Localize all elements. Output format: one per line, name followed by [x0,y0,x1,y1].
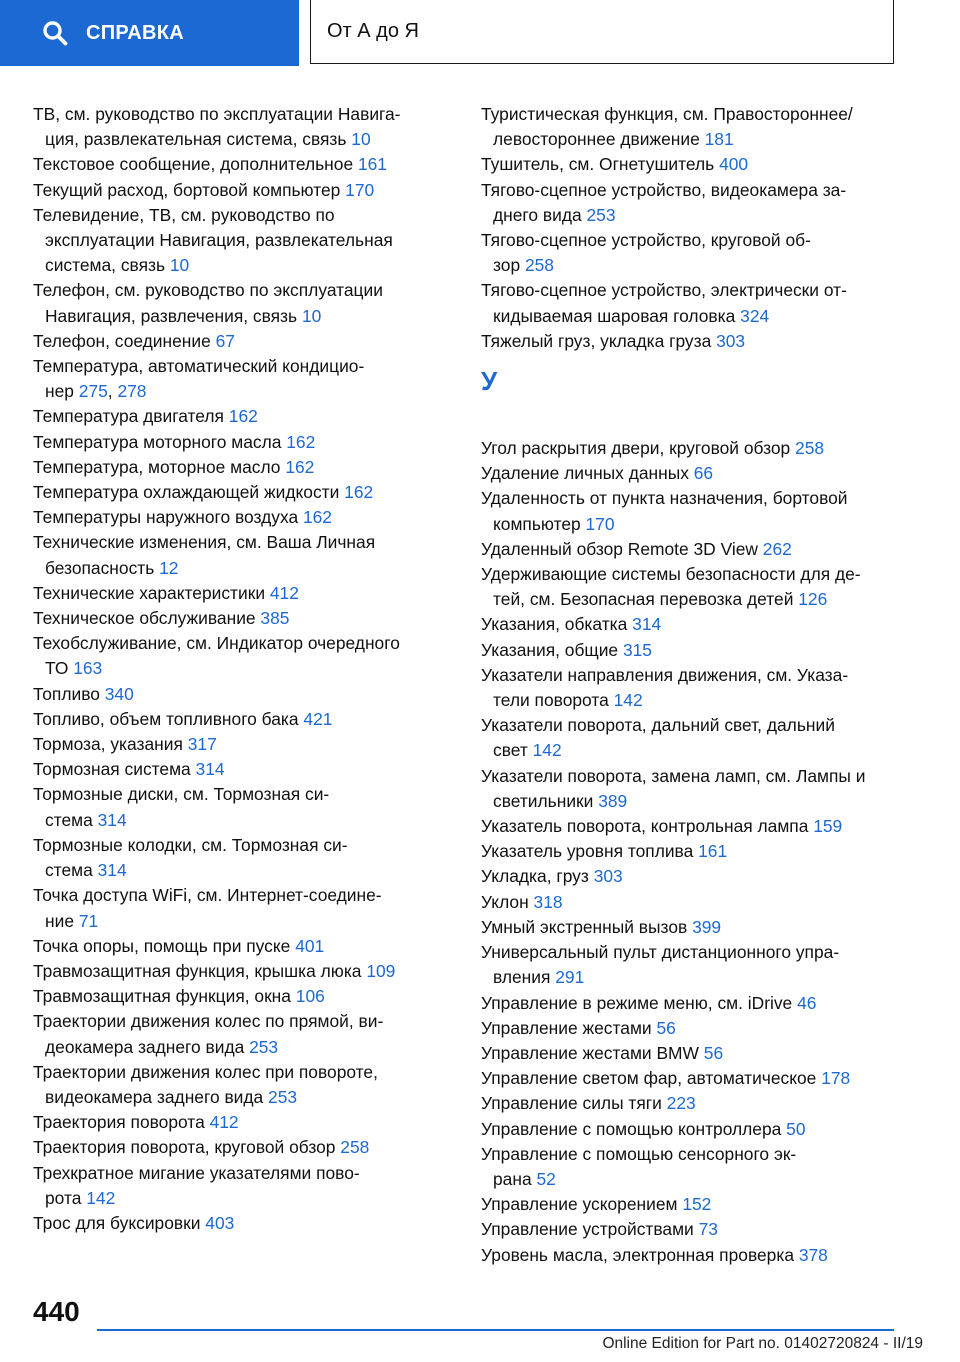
entry-text: Текстовое сообщение, дополнительное [33,154,358,175]
entry-text: Тормозные диски, см. Тормозная си- [33,784,330,805]
page-number: 440 [33,1296,80,1327]
page-link[interactable]: 399 [692,916,722,937]
entry-text: Универсальный пульт дистанционного упра- [481,942,840,963]
index-entry [481,1066,901,1091]
entry-text: Управление жестами BMW [481,1042,704,1063]
page-link[interactable]: 152 [682,1194,712,1215]
index-entry [33,581,441,606]
page-link[interactable]: 291 [555,967,585,988]
index-entry [33,959,441,984]
page-link[interactable]: 10 [169,255,190,276]
entry-text: Тушитель, см. Огнетушитель [481,154,720,175]
index-entry [33,455,441,480]
entry-text: нер [45,381,79,402]
index-entry [33,1135,441,1160]
index-entry [33,833,441,883]
page-link[interactable]: 142 [532,740,562,761]
entry-text: днего вида [493,204,587,225]
page-link[interactable]: 71 [78,910,99,931]
entry-text: Температуры наружного воздуха [33,507,303,528]
page-link[interactable]: 223 [666,1093,696,1114]
entry-text: Телевидение, ТВ, см. руководство по [33,204,335,225]
page-link[interactable]: 73 [698,1219,718,1240]
entry-text: Температура охлаждающей жидкости [33,482,345,503]
entry-text: Указания, обкатка [481,614,633,635]
search-icon [42,20,68,46]
index-entry [33,1060,441,1110]
index-entry [33,329,441,354]
entry-text: Управление светом фар, автоматическое [481,1068,822,1089]
index-entry [481,713,901,763]
entry-text: Указатели поворота, замена ламп, см. Лампы и [481,765,866,786]
index-entry [33,883,441,933]
page-link[interactable]: 56 [656,1017,676,1038]
entry-text: левостороннее движение [493,129,705,150]
page-link[interactable]: 340 [104,683,134,704]
page-link[interactable]: 162 [228,406,258,427]
index-entry [481,638,901,663]
entry-text: Текущий расход, бортовой компьютер [33,179,346,200]
entry-text: ние [45,910,79,931]
index-entry [33,480,441,505]
page-link[interactable]: 142 [86,1187,116,1208]
entry-text: Удаленный обзор Remote 3D View [481,538,763,559]
section-letter: У [481,366,498,397]
entry-text: стема [45,809,98,830]
entry-text: Указания, общие [481,639,623,660]
index-entry [33,707,441,732]
entry-text: Управление жестами [481,1017,657,1038]
entry-text: тей, см. Безопасная перевозка детей [493,589,799,610]
page-link[interactable]: 162 [285,456,315,477]
page-link[interactable]: 412 [269,582,299,603]
page-link[interactable]: 12 [159,557,179,578]
entry-text: Указатель поворота, контрольная лампа [481,816,814,837]
page-link[interactable]: 401 [295,935,325,956]
entry-text: Управление силы тяги [481,1093,667,1114]
entry-text: Удаленность от пункта назначения, бортовой [481,488,848,509]
page-link[interactable]: 314 [632,614,662,635]
page-link[interactable]: 403 [205,1212,235,1233]
index-entry [33,984,441,1009]
page-separator: , [107,381,118,402]
index-entry [481,1217,901,1242]
page-link[interactable]: 66 [693,463,714,484]
index-entry [33,354,441,404]
entry-text: Техобслуживание, см. Индикатор очередного [33,633,400,654]
page-link[interactable]: 178 [821,1068,851,1089]
index-entry [481,152,901,177]
entry-text: компьютер [493,513,586,534]
entry-text: вления [493,967,556,988]
index-entry [481,940,901,990]
index-entry [33,152,441,177]
index-entry [481,102,901,152]
index-entry [481,1091,901,1116]
index-entry [481,1142,901,1192]
index-entry [481,663,901,713]
page-link[interactable]: 317 [187,734,217,755]
page-link[interactable]: 258 [524,255,554,276]
entry-text: Тормоза, указания [33,734,188,755]
page-link[interactable]: 303 [716,330,746,351]
entry-text: ция, развлекательная система, связь [45,129,352,150]
entry-text: видеокамера заднего вида [45,1086,269,1107]
breadcrumb-label: От А до Я [327,20,419,42]
index-entry [33,102,441,152]
index-entry [481,486,901,536]
entry-text: Управление ускорением [481,1194,683,1215]
index-entry [481,436,901,461]
entry-text: Управление в режиме меню, см. iDrive [481,992,798,1013]
index-entry [33,682,441,707]
entry-text: Травмозащитная функция, окна [33,986,296,1007]
index-entry [481,1243,901,1268]
index-entry [481,562,901,612]
page-link[interactable]: 10 [351,129,371,150]
entry-text: Угол раскрытия двери, круговой обзор [481,438,796,459]
entry-text: Навигация, развлечения, связь [45,305,302,326]
entry-text: тели поворота [493,690,614,711]
entry-text: ТО [45,658,74,679]
entry-text: система, связь [45,255,170,276]
page-link[interactable]: 52 [536,1168,556,1189]
entry-text: рана [493,1168,537,1189]
entry-text: Туристическая функция, см. Правостороннее/ [481,104,853,124]
entry-text: Управление с помощью сенсорного эк- [481,1143,797,1164]
entry-text: Точка опоры, помощь при пуске [33,935,296,956]
page-link[interactable]: 181 [704,129,734,150]
page-link[interactable]: 253 [268,1086,298,1107]
page-link[interactable]: 170 [585,513,615,534]
page-link[interactable]: 162 [302,507,332,528]
index-entry [481,991,901,1016]
index-entry [33,757,441,782]
page-link[interactable]: 162 [286,431,316,452]
entry-text: Умный экстренный вызов [481,916,693,937]
index-entry [33,530,441,580]
entry-text: Управление с помощью контроллера [481,1118,787,1139]
entry-text: Топливо [33,683,105,704]
index-entry [33,505,441,530]
entry-text: Тягово-сцепное устройство, электрически от- [481,280,847,301]
help-tab[interactable] [0,0,299,66]
index-entry [481,864,901,889]
index-entry [481,228,901,278]
index-group-t [481,102,901,354]
entry-text: Травмозащитная функция, крышка люка [33,960,367,981]
entry-text: Температура двигателя [33,406,229,427]
entry-text: Траектория поворота [33,1112,210,1133]
page-link[interactable]: 161 [357,154,387,175]
index-entry [33,1211,441,1236]
entry-text: рота [45,1187,87,1208]
page-link[interactable]: 385 [260,608,290,629]
page-link[interactable]: 400 [719,154,749,175]
entry-text: деокамера заднего вида [45,1036,250,1057]
index-entry [481,537,901,562]
index-entry [33,934,441,959]
index-entry [33,606,441,631]
page-link[interactable]: 170 [345,179,375,200]
page-link[interactable]: 314 [195,759,225,780]
entry-text: Топливо, объем топливного бака [33,708,304,729]
index-column-right [481,102,901,1268]
page-link[interactable]: 253 [249,1036,279,1057]
page-link[interactable]: 109 [366,960,396,981]
page-link[interactable]: 314 [97,860,127,881]
page-link[interactable]: 253 [586,204,616,225]
index-entry [481,1041,901,1066]
entry-text: Уклон [481,891,534,912]
index-entry [481,764,901,814]
page-link[interactable]: 56 [703,1042,724,1063]
entry-text: безопасность [45,557,160,578]
page-link[interactable]: 262 [762,538,792,559]
page-link[interactable]: 106 [295,986,325,1007]
entry-text: Уровень масла, электронная проверка [481,1244,799,1265]
entry-text: Точка доступа WiFi, см. Интернет-соедине- [33,885,382,906]
index-entry [33,732,441,757]
index-entry [481,814,901,839]
index-column-left [33,102,441,1236]
entry-text: Тормозная система [33,759,196,780]
page-link[interactable]: 258 [340,1137,370,1158]
entry-text: Техническое обслуживание [33,608,261,629]
entry-text: Температура моторного масла [33,431,287,452]
entry-text: Управление устройствами [481,1219,699,1240]
entry-text: Технические изменения, см. Ваша Личная [33,532,376,553]
page-link[interactable]: 412 [209,1112,239,1133]
entry-text: светильники [493,790,599,811]
page-link[interactable]: 46 [797,992,817,1013]
entry-text: Температура, моторное масло [33,456,286,477]
page-link[interactable]: 162 [344,482,374,503]
index-entry [33,278,441,328]
index-entry [481,178,901,228]
page-link[interactable]: 303 [593,866,623,887]
index-entry [33,404,441,429]
entry-text: ТВ, см. руководство по эксплуатации Навига- [33,104,401,124]
index-entry [481,1117,901,1142]
page-link[interactable]: 142 [613,690,643,711]
footer-divider [97,1329,894,1331]
page-link[interactable]: 67 [215,330,235,351]
page-link[interactable]: 378 [798,1244,828,1265]
entry-text: Указатели направления движения, см. Указа- [481,664,849,685]
entry-text: кидываемая шаровая головка [493,305,741,326]
index-entry [33,178,441,203]
index-entry [481,278,901,328]
entry-text: Указатель уровня топлива [481,841,699,862]
index-entry [33,1110,441,1135]
page-link[interactable]: 275 [78,381,108,402]
entry-text: Траектория поворота, круговой обзор [33,1137,341,1158]
index-entry [481,915,901,940]
entry-text: Удерживающие системы безопасности для де- [481,564,861,585]
entry-text: Телефон, соединение [33,330,216,351]
help-tab-label: СПРАВКА [86,21,185,44]
index-entry [481,612,901,637]
page-link[interactable]: 159 [813,816,843,837]
index-entry [33,430,441,455]
entry-text: Телефон, см. руководство по эксплуатации [33,280,383,301]
entry-text: Трехкратное мигание указателями пово- [33,1162,360,1183]
index-entry [33,631,441,681]
entry-text: Указатели поворота, дальний свет, дальний [481,715,835,736]
edition-note: Online Edition for Part no. 01402720824 - II/19 [602,1335,923,1352]
index-entry [481,461,901,486]
entry-text: эксплуатации Навигация, развлекательная [45,230,393,251]
entry-text: Трос для буксировки [33,1212,206,1233]
page-link[interactable]: 314 [97,809,127,830]
index-entry [33,782,441,832]
index-entry [33,1161,441,1211]
entry-text: Укладка, груз [481,866,594,887]
page-link[interactable]: 163 [73,658,103,679]
entry-text: Удаление личных данных [481,463,694,484]
page-link[interactable]: 278 [117,381,147,402]
index-entry [33,1009,441,1059]
entry-text: Тягово-сцепное устройство, круговой об- [481,230,811,251]
index-entry [481,1192,901,1217]
index-entry [481,890,901,915]
page-link[interactable]: 318 [533,891,563,912]
page-link[interactable]: 389 [598,790,628,811]
index-group-u [481,436,901,1268]
index-entry [33,203,441,279]
entry-text: Технические характеристики [33,582,270,603]
index-entry [481,329,901,354]
page-link[interactable]: 161 [698,841,728,862]
entry-text: Траектории движения колес по прямой, ви- [33,1011,384,1032]
page-link[interactable]: 421 [303,708,333,729]
page-link[interactable]: 10 [301,305,322,326]
page-link[interactable]: 126 [798,589,828,610]
breadcrumb[interactable] [310,0,894,64]
page-link[interactable]: 315 [622,639,652,660]
index-entry [481,839,901,864]
entry-text: стема [45,860,98,881]
entry-text: Тягово-сцепное устройство, видеокамера за- [481,179,847,200]
entry-text: Тяжелый груз, укладка груза [481,330,717,351]
page-link[interactable]: 258 [795,438,825,459]
entry-text: зор [493,255,525,276]
page-link[interactable]: 324 [740,305,770,326]
page-link[interactable]: 50 [786,1118,806,1139]
entry-text: Тормозные колодки, см. Тормозная си- [33,834,348,855]
entry-text: Температура, автоматический кондицио- [33,356,365,377]
entry-text: свет [493,740,533,761]
entry-text: Траектории движения колес при повороте, [33,1061,378,1082]
index-entry [481,1016,901,1041]
